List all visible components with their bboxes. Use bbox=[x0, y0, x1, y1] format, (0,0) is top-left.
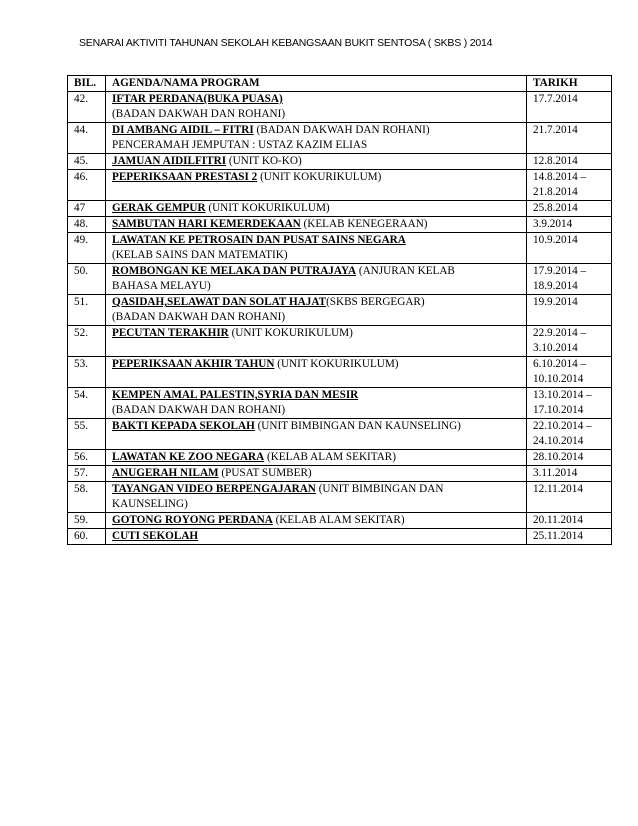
agenda-cell bbox=[106, 326, 527, 357]
program-name: IFTAR PERDANA(BUKA PUASA) bbox=[112, 93, 283, 105]
program-name: QASIDAH,SELAWAT DAN SOLAT HAJAT bbox=[112, 296, 327, 308]
date-value: 17.10.2014 bbox=[533, 404, 584, 416]
date-value: 12.11.2014 bbox=[533, 483, 583, 495]
agenda-cell bbox=[106, 201, 527, 217]
date-cell bbox=[527, 233, 612, 264]
date-cell bbox=[527, 529, 612, 545]
date-value: 28.10.2014 bbox=[533, 451, 584, 463]
column-header-agenda: AGENDA/NAMA PROGRAM bbox=[106, 76, 527, 92]
date-cell bbox=[527, 170, 612, 201]
agenda-line bbox=[112, 497, 526, 512]
row-number: 47 bbox=[68, 201, 106, 217]
date-value: 25.8.2014 bbox=[533, 202, 578, 214]
table-row bbox=[68, 217, 612, 233]
agenda-line bbox=[112, 92, 526, 107]
date-value: 21.8.2014 bbox=[533, 186, 578, 198]
agenda-cell bbox=[106, 154, 527, 170]
program-organizer: (PUSAT SUMBER) bbox=[218, 467, 312, 479]
program-name: PECUTAN TERAKHIR bbox=[112, 327, 229, 339]
program-organizer: (KELAB ALAM SEKITAR) bbox=[272, 514, 405, 526]
column-header-bil: BIL. bbox=[68, 76, 106, 92]
date-cell bbox=[527, 201, 612, 217]
program-organizer: (BADAN DAKWAH DAN ROHANI) bbox=[112, 404, 286, 416]
date-value: 24.10.2014 bbox=[533, 435, 584, 447]
program-organizer: (UNIT KO-KO) bbox=[226, 155, 302, 167]
table-row bbox=[68, 482, 612, 513]
program-name: BAKTI KEPADA SEKOLAH bbox=[112, 420, 255, 432]
program-name: SAMBUTAN HARI KEMERDEKAAN bbox=[112, 218, 301, 230]
agenda-line bbox=[112, 357, 526, 372]
date-value: 20.11.2014 bbox=[533, 514, 583, 526]
program-organizer: (BADAN DAKWAH DAN ROHANI) bbox=[253, 124, 430, 136]
program-organizer: (UNIT BIMBINGAN DAN KAUNSELING) bbox=[254, 420, 461, 432]
row-number: 55. bbox=[68, 419, 106, 450]
date-cell bbox=[527, 326, 612, 357]
agenda-line bbox=[112, 264, 526, 279]
table-row bbox=[68, 264, 612, 295]
column-header-tarikh: TARIKH bbox=[527, 76, 612, 92]
date-cell bbox=[527, 154, 612, 170]
agenda-line bbox=[112, 170, 526, 185]
program-name: TAYANGAN VIDEO BERPENGAJARAN bbox=[112, 483, 316, 495]
program-organizer: (BADAN DAKWAH DAN ROHANI) bbox=[112, 311, 286, 323]
program-organizer: (KELAB SAINS DAN MATEMATIK) bbox=[112, 249, 288, 261]
date-value: 22.9.2014 – bbox=[533, 327, 587, 339]
date-cell bbox=[527, 513, 612, 529]
program-organizer: (UNIT KOKURIKULUM) bbox=[257, 171, 382, 183]
table-row bbox=[68, 513, 612, 529]
agenda-line bbox=[112, 482, 526, 497]
table-row bbox=[68, 388, 612, 419]
agenda-line bbox=[112, 123, 526, 138]
table-row bbox=[68, 170, 612, 201]
table-row bbox=[68, 357, 612, 388]
date-value: 17.7.2014 bbox=[533, 93, 578, 105]
table-header-row bbox=[68, 76, 612, 92]
agenda-line bbox=[112, 279, 526, 294]
agenda-line bbox=[112, 248, 526, 263]
date-value: 6.10.2014 – bbox=[533, 358, 587, 370]
program-organizer: (UNIT KOKURIKULUM) bbox=[274, 358, 399, 370]
row-number: 58. bbox=[68, 482, 106, 513]
table-row bbox=[68, 529, 612, 545]
row-number: 54. bbox=[68, 388, 106, 419]
table-row bbox=[68, 123, 612, 154]
agenda-line bbox=[112, 326, 526, 341]
program-name: PEPERIKSAAN PRESTASI 2 bbox=[112, 171, 258, 183]
agenda-cell bbox=[106, 217, 527, 233]
program-organizer: (KELAB KENEGERAAN) bbox=[300, 218, 428, 230]
agenda-cell bbox=[106, 295, 527, 326]
program-organizer: KAUNSELING) bbox=[112, 498, 188, 510]
date-cell bbox=[527, 217, 612, 233]
date-cell bbox=[527, 450, 612, 466]
row-number: 51. bbox=[68, 295, 106, 326]
table-row bbox=[68, 326, 612, 357]
row-number: 52. bbox=[68, 326, 106, 357]
date-value: 22.10.2014 – bbox=[533, 420, 592, 432]
date-cell bbox=[527, 92, 612, 123]
agenda-line bbox=[112, 138, 526, 153]
date-cell bbox=[527, 123, 612, 154]
agenda-cell bbox=[106, 482, 527, 513]
row-number: 45. bbox=[68, 154, 106, 170]
program-organizer: (ANJURAN KELAB bbox=[356, 265, 455, 277]
date-value: 21.7.2014 bbox=[533, 124, 578, 136]
program-name: GOTONG ROYONG PERDANA bbox=[112, 514, 273, 526]
date-value: 13.10.2014 – bbox=[533, 389, 592, 401]
row-number: 46. bbox=[68, 170, 106, 201]
date-cell bbox=[527, 357, 612, 388]
row-number: 44. bbox=[68, 123, 106, 154]
row-number: 56. bbox=[68, 450, 106, 466]
table-row bbox=[68, 419, 612, 450]
date-value: 12.8.2014 bbox=[533, 155, 578, 167]
table-row bbox=[68, 450, 612, 466]
program-name: DI AMBANG AIDIL – FITRI bbox=[112, 124, 254, 136]
date-value: 17.9.2014 – bbox=[533, 265, 587, 277]
agenda-line bbox=[112, 466, 526, 481]
date-cell bbox=[527, 482, 612, 513]
date-value: 3.10.2014 bbox=[533, 342, 578, 354]
agenda-line bbox=[112, 201, 526, 216]
row-number: 57. bbox=[68, 466, 106, 482]
program-name: LAWATAN KE PETROSAIN DAN PUSAT SAINS NEGARA bbox=[112, 234, 406, 246]
program-name: GERAK GEMPUR bbox=[112, 202, 206, 214]
agenda-cell bbox=[106, 123, 527, 154]
agenda-line bbox=[112, 295, 526, 310]
agenda-cell bbox=[106, 450, 527, 466]
date-cell bbox=[527, 419, 612, 450]
date-cell bbox=[527, 295, 612, 326]
agenda-cell bbox=[106, 529, 527, 545]
activity-table bbox=[67, 75, 612, 545]
row-number: 60. bbox=[68, 529, 106, 545]
agenda-cell bbox=[106, 466, 527, 482]
row-number: 42. bbox=[68, 92, 106, 123]
agenda-line bbox=[112, 388, 526, 403]
agenda-line bbox=[112, 107, 526, 122]
table-row bbox=[68, 201, 612, 217]
agenda-line bbox=[112, 310, 526, 325]
program-organizer: (UNIT BIMBINGAN DAN bbox=[315, 483, 444, 495]
page-header-title: SENARAI AKTIVITI TAHUNAN SEKOLAH KEBANGSAAN BUKIT SENTOSA ( SKBS ) 2014 bbox=[79, 37, 493, 49]
table-row bbox=[68, 466, 612, 482]
row-number: 48. bbox=[68, 217, 106, 233]
agenda-cell bbox=[106, 233, 527, 264]
row-number: 53. bbox=[68, 357, 106, 388]
agenda-line bbox=[112, 513, 526, 528]
table-body bbox=[68, 92, 612, 545]
program-organizer: (BADAN DAKWAH DAN ROHANI) bbox=[112, 108, 286, 120]
row-number: 50. bbox=[68, 264, 106, 295]
agenda-cell bbox=[106, 513, 527, 529]
program-name: KEMPEN AMAL PALESTIN,SYRIA DAN MESIR bbox=[112, 389, 359, 401]
program-name: ANUGERAH NILAM bbox=[112, 467, 219, 479]
date-cell bbox=[527, 264, 612, 295]
program-name: ROMBONGAN KE MELAKA DAN PUTRAJAYA bbox=[112, 265, 357, 277]
program-organizer: PENCERAMAH JEMPUTAN : USTAZ KAZIM ELIAS bbox=[112, 139, 368, 151]
program-organizer: (UNIT KOKURIKULUM) bbox=[228, 327, 353, 339]
program-organizer: (SKBS BERGEGAR) bbox=[326, 296, 425, 308]
agenda-cell bbox=[106, 419, 527, 450]
agenda-line bbox=[112, 403, 526, 418]
date-cell bbox=[527, 388, 612, 419]
program-name: JAMUAN AIDILFITRI bbox=[112, 155, 227, 167]
table-row bbox=[68, 154, 612, 170]
agenda-cell bbox=[106, 264, 527, 295]
agenda-line bbox=[112, 450, 526, 465]
agenda-cell bbox=[106, 388, 527, 419]
table-row bbox=[68, 233, 612, 264]
program-organizer: BAHASA MELAYU) bbox=[112, 280, 211, 292]
agenda-line bbox=[112, 217, 526, 232]
agenda-cell bbox=[106, 92, 527, 123]
agenda-cell bbox=[106, 357, 527, 388]
date-value: 3.11.2014 bbox=[533, 467, 578, 479]
row-number: 59. bbox=[68, 513, 106, 529]
agenda-line bbox=[112, 419, 526, 434]
date-value: 19.9.2014 bbox=[533, 296, 578, 308]
row-number: 49. bbox=[68, 233, 106, 264]
table-row bbox=[68, 92, 612, 123]
date-value: 10.10.2014 bbox=[533, 373, 584, 385]
program-organizer: (KELAB ALAM SEKITAR) bbox=[264, 451, 396, 463]
agenda-line bbox=[112, 529, 526, 544]
program-name: LAWATAN KE ZOO NEGARA bbox=[112, 451, 265, 463]
program-organizer: (UNIT KOKURIKULUM) bbox=[205, 202, 330, 214]
date-cell bbox=[527, 466, 612, 482]
agenda-line bbox=[112, 233, 526, 248]
table-row bbox=[68, 295, 612, 326]
date-value: 10.9.2014 bbox=[533, 234, 578, 246]
date-value: 25.11.2014 bbox=[533, 530, 583, 542]
date-value: 14.8.2014 – bbox=[533, 171, 587, 183]
date-value: 18.9.2014 bbox=[533, 280, 578, 292]
agenda-line bbox=[112, 154, 526, 169]
agenda-cell bbox=[106, 170, 527, 201]
program-name: CUTI SEKOLAH bbox=[112, 530, 199, 542]
date-value: 3.9.2014 bbox=[533, 218, 573, 230]
program-name: PEPERIKSAAN AKHIR TAHUN bbox=[112, 358, 275, 370]
